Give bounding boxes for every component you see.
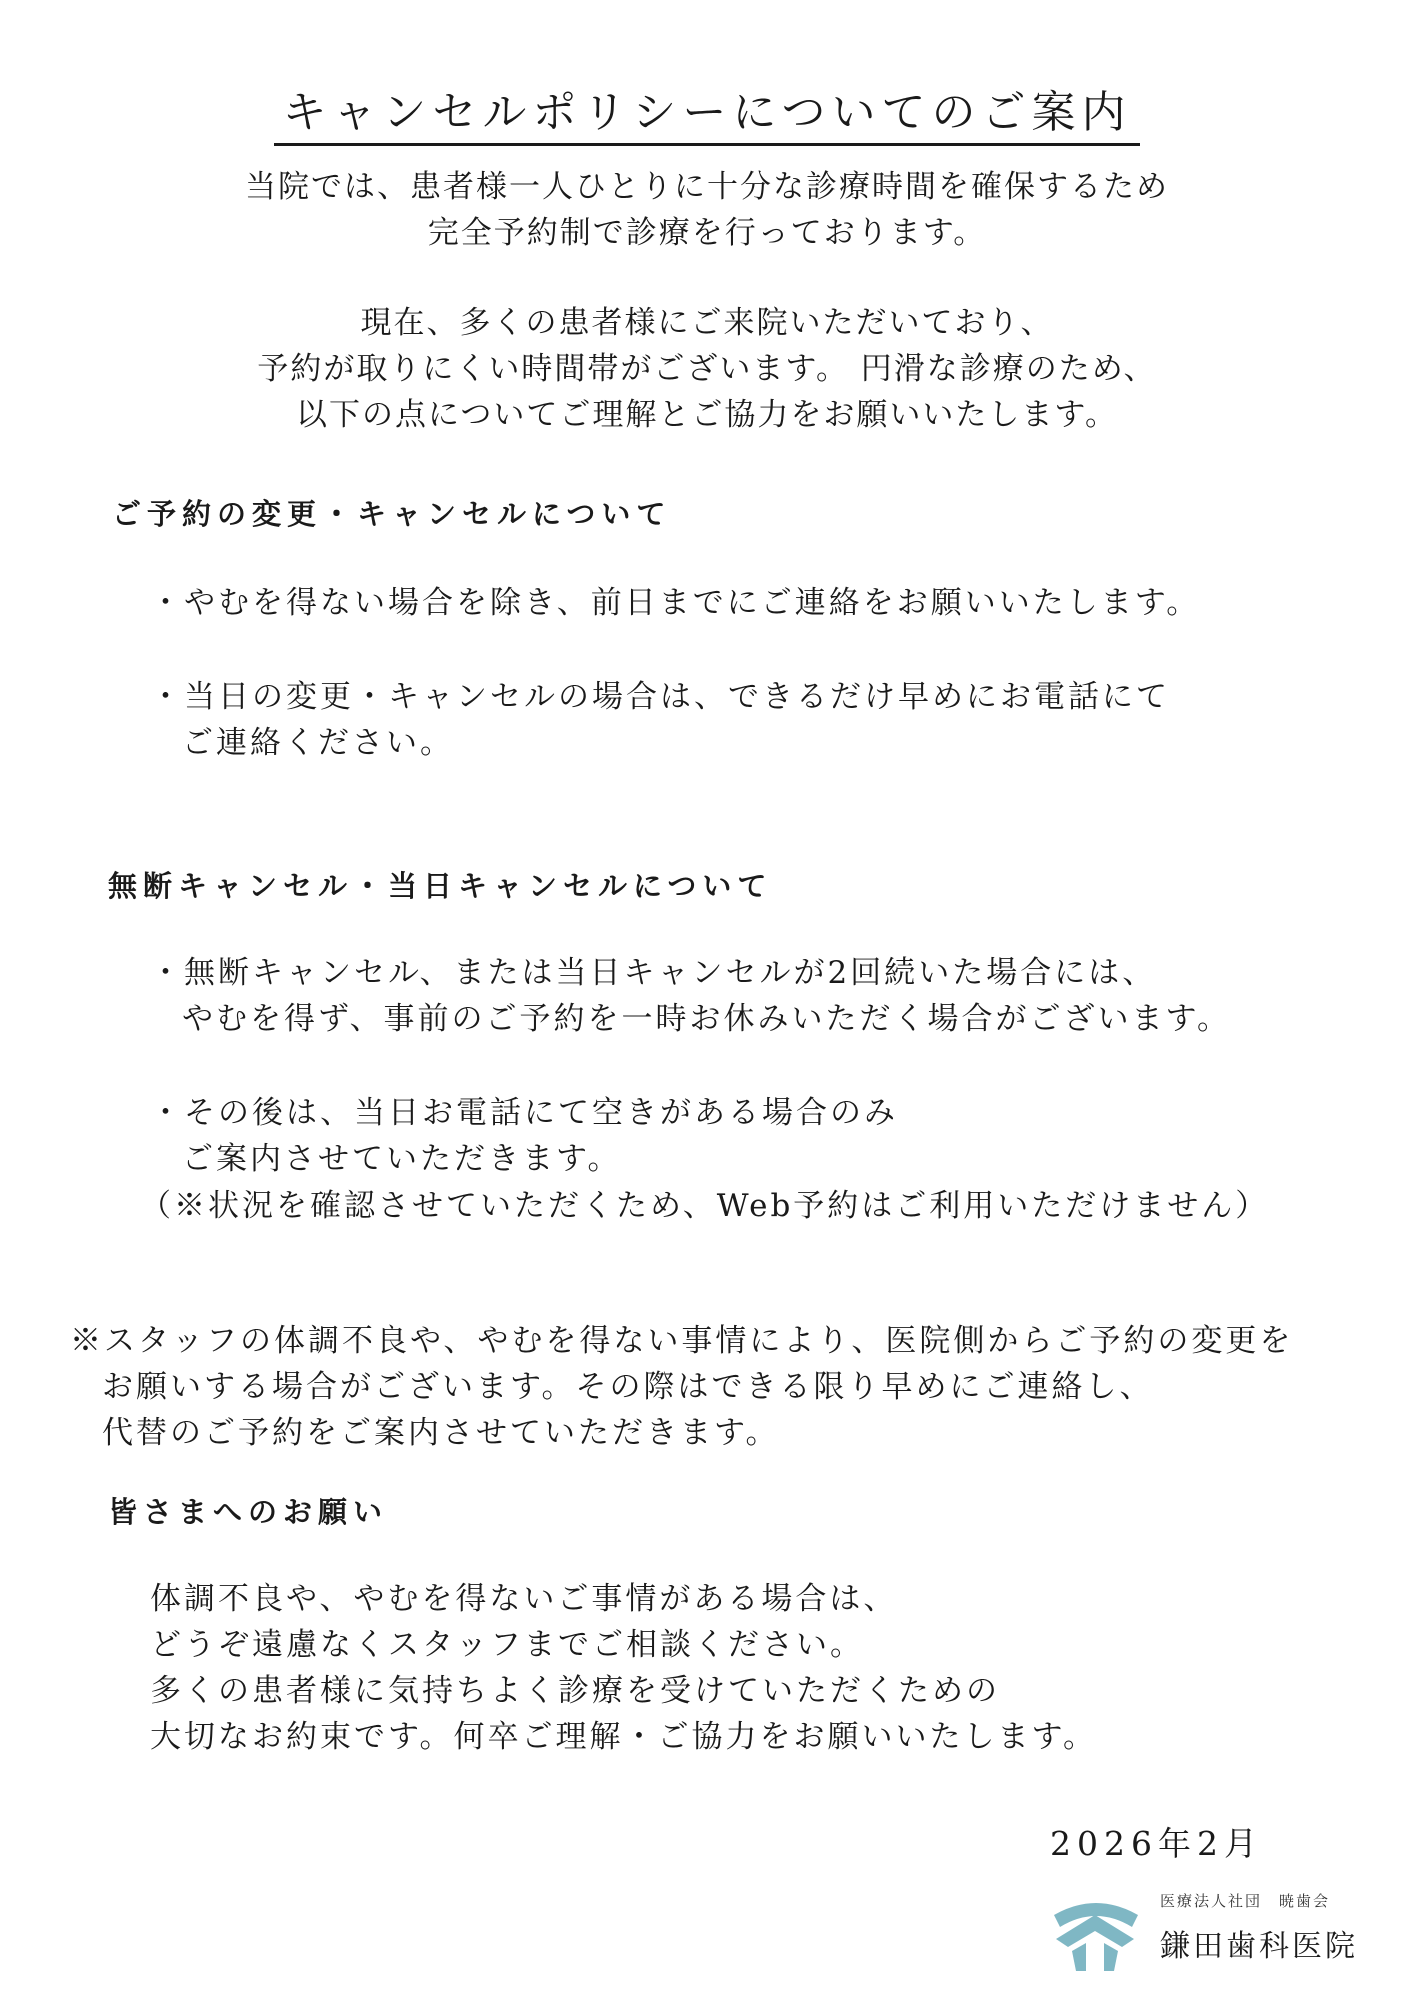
section-heading-no-show: 無断キャンセル・当日キャンセルについて bbox=[108, 869, 773, 903]
issue-date: 2026年2月 bbox=[1050, 1824, 1263, 1863]
clinic-logo-icon bbox=[1048, 1885, 1143, 1975]
body-line: どうぞ遠慮なくスタッフまでご相談ください。 bbox=[150, 1627, 864, 1663]
body-line: ・当日の変更・キャンセルの場合は、できるだけ早めにお電話にて bbox=[150, 679, 1170, 715]
body-line: ・やむを得ない場合を除き、前日までにご連絡をお願いいたします。 bbox=[150, 585, 1201, 621]
body-line: やむを得ず、事前のご予約を一時お休みいただく場合がございます。 bbox=[182, 1001, 1232, 1037]
intro-line: 完全予約制で診療を行っております。 bbox=[427, 215, 987, 251]
body-line: 大切なお約束です。何卒ご理解・ご協力をお願いいたします。 bbox=[150, 1719, 1098, 1755]
body-line: お願いする場合がございます。その際はできる限り早めにご連絡し、 bbox=[102, 1369, 1154, 1405]
body-line: 体調不良や、やむを得ないご事情がある場合は、 bbox=[150, 1581, 898, 1617]
intro-line: 現在、多くの患者様にご来院いただいており、 bbox=[360, 305, 1054, 341]
intro-line: 予約が取りにくい時間帯がございます。 円滑な診療のため、 bbox=[257, 351, 1157, 387]
request-paragraph bbox=[150, 1576, 1097, 1760]
section1-item-2 bbox=[150, 674, 1170, 766]
clinic-info bbox=[1160, 1890, 1358, 1965]
body-line: 多くの患者様に気持ちよく診療を受けていただくための bbox=[150, 1673, 1000, 1709]
page-title-wrap bbox=[0, 88, 1414, 146]
body-line: ご連絡ください。 bbox=[182, 725, 454, 761]
intro-line: 以下の点についてご理解とご協力をお願いいたします。 bbox=[296, 397, 1118, 433]
body-line: ・無断キャンセル、または当日キャンセルが2回続いた場合には、 bbox=[150, 955, 1157, 991]
section2-item-2 bbox=[150, 1090, 898, 1182]
section-heading-change-cancel: ご予約の変更・キャンセルについて bbox=[112, 497, 672, 531]
page-title: キャンセルポリシーについてのご案内 bbox=[274, 88, 1139, 146]
staff-note bbox=[70, 1318, 1293, 1456]
body-line: 代替のご予約をご案内させていただきます。 bbox=[102, 1415, 780, 1451]
intro-line: 当院では、患者様一人ひとりに十分な診療時間を確保するため bbox=[245, 169, 1169, 205]
body-line: ・その後は、当日お電話にて空きがある場合のみ bbox=[150, 1095, 898, 1131]
intro-paragraph-2 bbox=[0, 300, 1414, 438]
clinic-name: 鎌田歯科医院 bbox=[1160, 1929, 1358, 1964]
body-line: ご案内させていただきます。 bbox=[182, 1141, 622, 1177]
body-line: ※スタッフの体調不良や、やむを得ない事情により、医院側からご予約の変更を bbox=[70, 1323, 1294, 1359]
intro-paragraph-1 bbox=[0, 164, 1414, 256]
section-heading-request: 皆さまへのお願い bbox=[108, 1495, 389, 1529]
section1-item-1 bbox=[150, 580, 1200, 626]
web-reservation-note bbox=[140, 1183, 1269, 1229]
section2-item-1 bbox=[150, 950, 1231, 1042]
body-line: （※状況を確認させていただくため、Web予約はご利用いただけません） bbox=[140, 1188, 1270, 1224]
clinic-corporation: 医療法人社団 暁歯会 bbox=[1160, 1892, 1331, 1910]
